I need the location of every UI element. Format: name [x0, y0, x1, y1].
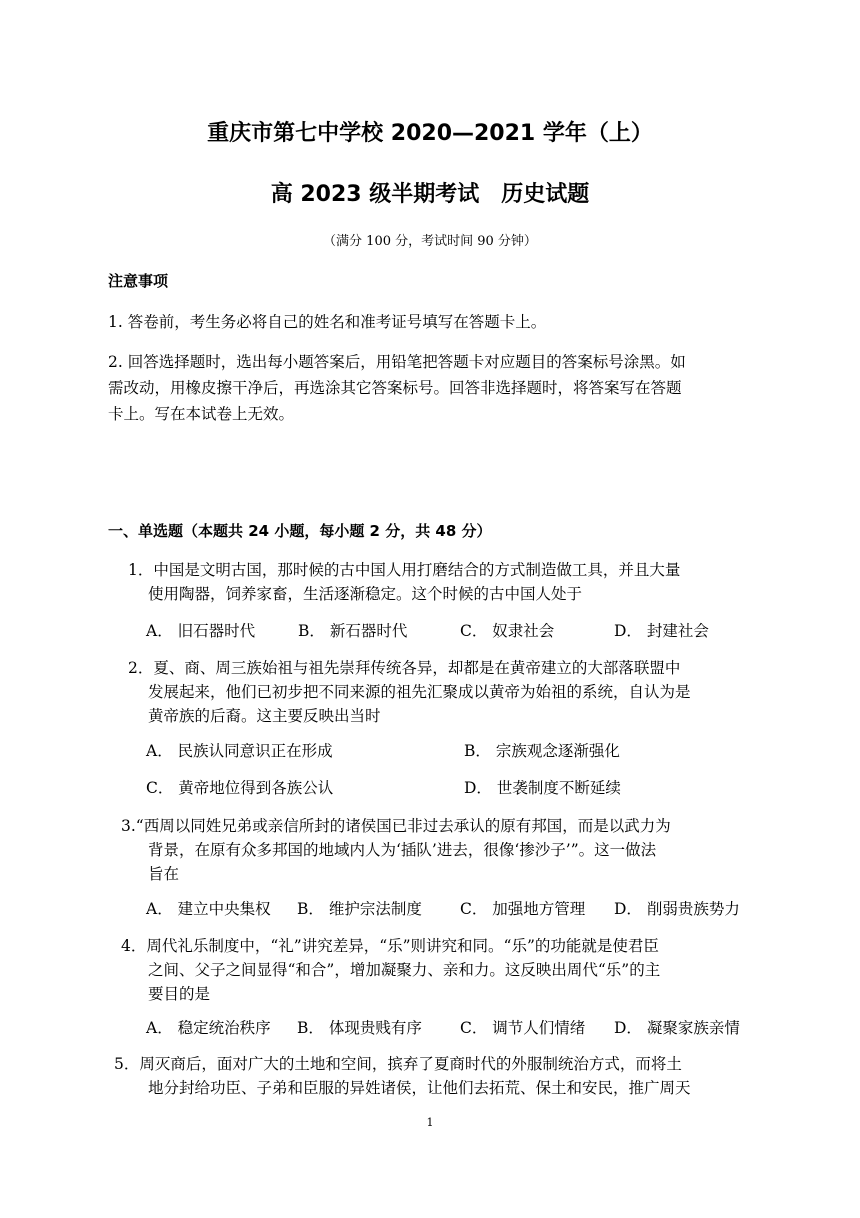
- q4-line-2: 之间、父子之间显得“和合”，增加凝聚力、亲和力。这反映出周代“乐”的主: [148, 961, 661, 979]
- q4-option-c: C． 调节人们情绪: [460, 1019, 586, 1037]
- q3-option-b: B． 维护宗法制度: [297, 900, 422, 918]
- q3-line-3: 旨在: [148, 865, 180, 883]
- q2-line-3: 黄帝族的后裔。这主要反映出当时: [148, 707, 381, 725]
- exam-title: 重庆市第七中学校 2020—2021 学年（上）: [207, 121, 653, 146]
- q4-option-d: D． 凝聚家族亲情: [614, 1019, 740, 1037]
- q3-option-d: D． 削弱贵族势力: [614, 900, 740, 918]
- q4-line-1: 4．周代礼乐制度中，“礼”讲究差异，“乐”则讲究和同。“乐”的功能就是使君臣: [121, 937, 659, 955]
- q2-line-2: 发展起来，他们已初步把不同来源的祖先汇聚成以黄帝为始祖的系统，自认为是: [148, 683, 691, 701]
- q1-option-d: D． 封建社会: [614, 622, 709, 640]
- q1-option-b: B． 新石器时代: [298, 622, 408, 640]
- notice-item-2-line-3: 卡上。写在本试卷上无效。: [108, 405, 295, 423]
- q1-option-a: A． 旧石器时代: [146, 622, 256, 640]
- exam-subtitle: 高 2023 级半期考试 历史试题: [270, 182, 590, 207]
- q4-option-b: B． 体现贵贱有序: [297, 1019, 422, 1037]
- q2-option-c: C． 黄帝地位得到各族公认: [146, 779, 334, 797]
- q1-line-2: 使用陶器，饲养家畜，生活逐渐稳定。这个时候的古中国人处于: [148, 585, 583, 603]
- q3-option-a: A． 建立中央集权: [146, 900, 271, 918]
- q4-line-3: 要目的是: [148, 985, 211, 1003]
- q5-line-2: 地分封给功臣、子弟和臣服的异姓诸侯，让他们去拓荒、保土和安民，推广周天: [148, 1079, 691, 1097]
- q2-option-a: A． 民族认同意识正在形成: [146, 742, 333, 760]
- q3-option-c: C． 加强地方管理: [460, 900, 586, 918]
- exam-note: （满分 100 分，考试时间 90 分钟）: [323, 234, 537, 249]
- notice-item-2-line-2: 需改动，用橡皮擦干净后，再选涂其它答案标号。回答非选择题时，将答案写在答题: [108, 379, 682, 397]
- q2-option-b: B． 宗族观念逐渐强化: [464, 742, 620, 760]
- notice-item-2-line-1: 2. 回答选择题时，选出每小题答案后，用铅笔把答题卡对应题目的答案标号涂黑。如: [108, 353, 686, 371]
- q1-line-1: 1．中国是文明古国，那时候的古中国人用打磨结合的方式制造做工具，并且大量: [128, 561, 681, 579]
- q5-line-1: 5．周灭商后，面对广大的土地和空间，摈弃了夏商时代的外服制统治方式，而将土: [114, 1055, 682, 1073]
- q3-line-1: 3.“西周以同姓兄弟或亲信所封的诸侯国已非过去承认的原有邦国，而是以武力为: [121, 817, 671, 835]
- q4-option-a: A． 稳定统治秩序: [146, 1019, 271, 1037]
- page-number: 1: [426, 1116, 434, 1129]
- q2-line-1: 2．夏、商、周三族始祖与祖先崇拜传统各异，却都是在黄帝建立的大部落联盟中: [128, 659, 681, 677]
- section-heading: 一、单选题（本题共 24 小题，每小题 2 分，共 48 分）: [108, 522, 492, 540]
- q3-line-2: 背景，在原有众多邦国的地域内人为‘插队’进去，很像‘掺沙子’”。这一做法: [148, 841, 657, 859]
- notice-heading: 注意事项: [108, 272, 169, 290]
- q2-option-d: D． 世袭制度不断延续: [464, 779, 621, 797]
- q1-option-c: C． 奴隶社会: [460, 622, 555, 640]
- notice-item-1: 1. 答卷前，考生务必将自己的姓名和准考证号填写在答题卡上。: [108, 313, 547, 331]
